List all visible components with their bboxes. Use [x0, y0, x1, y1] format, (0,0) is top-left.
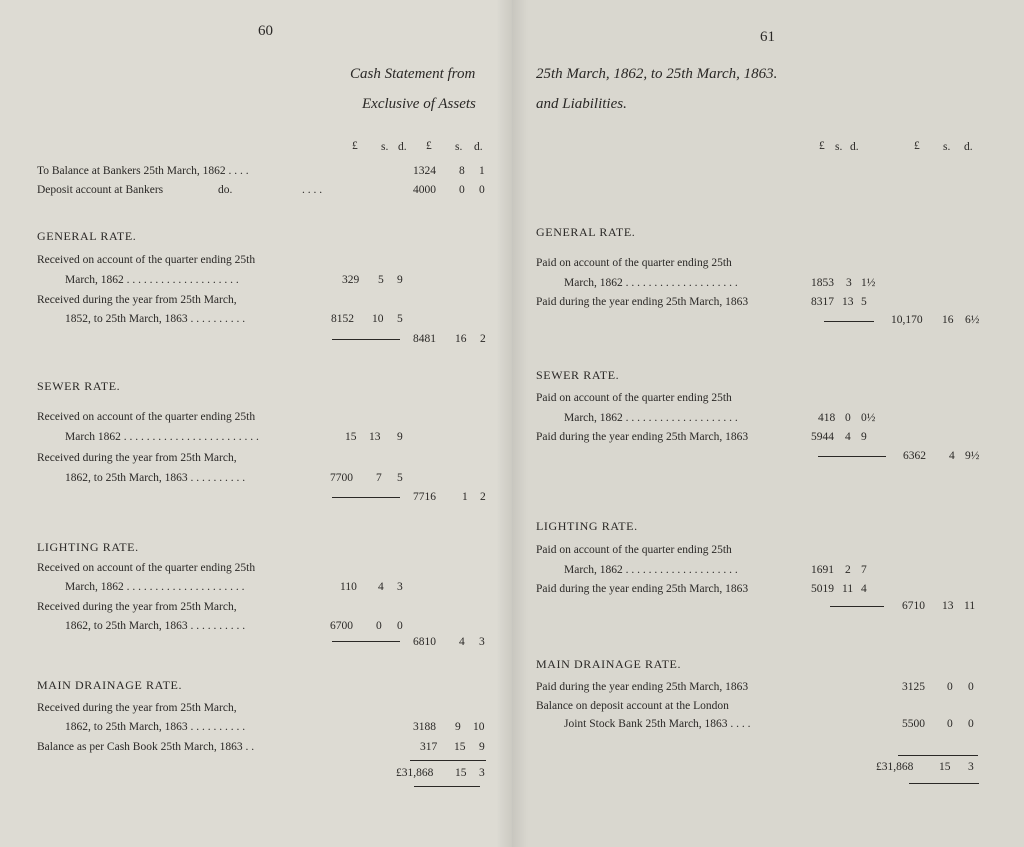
section-heading-general-rate: GENERAL RATE. — [37, 229, 137, 243]
amount-pounds: 418 — [818, 412, 836, 424]
entry-line: 1862, to 25th March, 1863 . . . . . . . . . . — [65, 472, 246, 484]
amount-pence: 3 — [397, 581, 403, 593]
amount-pence: 5 — [397, 472, 403, 484]
amount-pence: 5 — [861, 296, 867, 308]
section-heading-main-drainage-rate: MAIN DRAINAGE RATE. — [536, 657, 682, 671]
col-header-shillings: s. — [835, 141, 843, 153]
entry-line: Paid during the year ending 25th March, 1863 — [536, 681, 749, 693]
section-total-pounds: 6810 — [413, 636, 436, 648]
grand-total-pounds: £31,868 — [876, 761, 914, 773]
entry-line: March, 1862 . . . . . . . . . . . . . . . . . . . . . — [65, 581, 245, 593]
entry-line: Joint Stock Bank 25th March, 1863 . . . . — [564, 718, 751, 730]
section-total-pounds: 6362 — [903, 450, 926, 462]
col-header-shillings-total: s. — [455, 141, 463, 153]
entry-line: Received on account of the quarter ending 25th — [37, 411, 256, 423]
statement-title-part1: Cash Statement from — [350, 66, 476, 82]
section-total-pence: 6½ — [965, 314, 980, 326]
entry-line: March, 1862 . . . . . . . . . . . . . . . . . . . . — [564, 564, 738, 576]
opening-balance-pounds: 1324 — [413, 165, 436, 177]
col-header-pence-total: d. — [474, 141, 483, 153]
section-total-pence: 2 — [480, 491, 486, 503]
section-heading-sewer-rate: SEWER RATE. — [536, 368, 620, 382]
amount-pence: 9 — [479, 741, 485, 753]
section-total-shillings: 16 — [942, 314, 954, 326]
section-total-shillings: 1 — [462, 491, 468, 503]
grand-total-shillings: 15 — [455, 767, 467, 779]
section-total-pounds: 7716 — [413, 491, 436, 503]
amount-shillings: 4 — [845, 431, 851, 443]
opening-balance-label: To Balance at Bankers 25th March, 1862 . . . . — [37, 165, 249, 177]
entry-line: March, 1862 . . . . . . . . . . . . . . . . . . . . — [564, 277, 738, 289]
page-number: 61 — [760, 29, 775, 45]
deposit-account-label: Deposit account at Bankers — [37, 184, 164, 196]
section-total-pence: 11 — [964, 600, 976, 612]
amount-pounds: 3125 — [902, 681, 925, 693]
statement-subtitle-part1: Exclusive of Assets — [362, 96, 476, 112]
grand-total-pounds: £31,868 — [396, 767, 434, 779]
section-heading-sewer-rate: SEWER RATE. — [37, 379, 121, 393]
entry-line: Paid during the year ending 25th March, 1863 — [536, 296, 749, 308]
amount-pounds: 5019 — [811, 583, 834, 595]
amount-pounds: 5500 — [902, 718, 925, 730]
amount-shillings: 2 — [845, 564, 851, 576]
entry-line: Received during the year from 25th March, — [37, 601, 237, 613]
amount-shillings: 0 — [376, 620, 382, 632]
amount-shillings: 11 — [842, 583, 854, 595]
amount-pence: 7 — [861, 564, 867, 576]
amount-pounds: 329 — [342, 274, 360, 286]
col-header-shillings-total: s. — [943, 141, 951, 153]
entry-line: March, 1862 . . . . . . . . . . . . . . . . . . . . — [65, 274, 239, 286]
statement-subtitle-part2: and Liabilities. — [536, 96, 627, 112]
section-total-pounds: 10,170 — [891, 314, 923, 326]
entry-line: March 1862 . . . . . . . . . . . . . . . . . . . . . . . . — [65, 431, 259, 443]
section-heading-lighting-rate: LIGHTING RATE. — [536, 519, 638, 533]
amount-pounds: 15 — [345, 431, 357, 443]
amount-pounds: 1691 — [811, 564, 834, 576]
entry-line: March, 1862 . . . . . . . . . . . . . . . . . . . . — [564, 412, 738, 424]
grand-total-shillings: 15 — [939, 761, 951, 773]
col-header-shillings: s. — [381, 141, 389, 153]
amount-pounds: 3188 — [413, 721, 436, 733]
amount-pounds: 5944 — [811, 431, 834, 443]
section-total-pence: 9½ — [965, 450, 980, 462]
entry-line: 1862, to 25th March, 1863 . . . . . . . . . . — [65, 620, 246, 632]
entry-line: Received on account of the quarter ending 25th — [37, 562, 256, 574]
amount-shillings: 0 — [845, 412, 851, 424]
entry-line: Paid on account of the quarter ending 25th — [536, 544, 732, 556]
amount-shillings: 10 — [372, 313, 384, 325]
subtotal-rule — [830, 606, 884, 607]
entry-line: Received on account of the quarter ending 25th — [37, 254, 256, 266]
amount-shillings: 9 — [455, 721, 461, 733]
subtotal-rule — [332, 641, 400, 642]
section-total-shillings: 4 — [949, 450, 955, 462]
entry-line: Received during the year from 25th March, — [37, 452, 237, 464]
deposit-account-pounds: 4000 — [413, 184, 436, 196]
entry-line: Received during the year from 25th March, — [37, 702, 237, 714]
amount-pounds: 317 — [420, 741, 438, 753]
grand-total-pence: 3 — [479, 767, 485, 779]
amount-pence: 0 — [397, 620, 403, 632]
col-header-pounds-total: £ — [426, 140, 432, 152]
amount-shillings: 15 — [454, 741, 466, 753]
col-header-pounds-total: £ — [914, 140, 920, 152]
grand-total-rule-bottom — [414, 786, 480, 787]
section-heading-general-rate: GENERAL RATE. — [536, 225, 636, 239]
opening-balance-shillings: 8 — [459, 165, 465, 177]
deposit-account-shillings: 0 — [459, 184, 465, 196]
amount-shillings: 7 — [376, 472, 382, 484]
grand-total-rule-bottom — [909, 783, 979, 784]
amount-pounds: 8317 — [811, 296, 834, 308]
entry-line: Balance as per Cash Book 25th March, 1863 . . — [37, 741, 255, 753]
opening-balance-pence: 1 — [479, 165, 485, 177]
right-page — [512, 0, 1024, 847]
subtotal-rule — [332, 497, 400, 498]
amount-shillings: 13 — [842, 296, 854, 308]
deposit-account-dots: . . . . — [302, 184, 323, 196]
amount-pence: 1½ — [861, 277, 876, 289]
section-heading-main-drainage-rate: MAIN DRAINAGE RATE. — [37, 678, 183, 692]
amount-pence: 4 — [861, 583, 867, 595]
amount-shillings: 3 — [846, 277, 852, 289]
entry-line: 1852, to 25th March, 1863 . . . . . . . . . . — [65, 313, 246, 325]
section-total-shillings: 16 — [455, 333, 467, 345]
amount-shillings: 13 — [369, 431, 381, 443]
statement-title-part2: 25th March, 1862, to 25th March, 1863. — [536, 66, 778, 82]
amount-pence: 0½ — [861, 412, 876, 424]
amount-pence: 5 — [397, 313, 403, 325]
deposit-account-pence: 0 — [479, 184, 485, 196]
section-total-pence: 2 — [480, 333, 486, 345]
subtotal-rule — [824, 321, 874, 322]
deposit-account-ditto: do. — [218, 184, 233, 196]
entry-line: 1862, to 25th March, 1863 . . . . . . . . . . — [65, 721, 246, 733]
col-header-pence-total: d. — [964, 141, 973, 153]
amount-pence: 0 — [968, 718, 974, 730]
entry-line: Balance on deposit account at the London — [536, 700, 729, 712]
amount-pounds: 6700 — [330, 620, 353, 632]
amount-pence: 9 — [861, 431, 867, 443]
amount-pence: 9 — [397, 274, 403, 286]
amount-shillings: 5 — [378, 274, 384, 286]
col-header-pence: d. — [398, 141, 407, 153]
grand-total-rule-top — [410, 760, 486, 761]
entry-line: Paid during the year ending 25th March, 1863 — [536, 431, 749, 443]
amount-pence: 0 — [968, 681, 974, 693]
section-total-pounds: 6710 — [902, 600, 925, 612]
amount-pounds: 1853 — [811, 277, 834, 289]
amount-pence: 10 — [473, 721, 485, 733]
amount-pounds: 110 — [340, 581, 357, 593]
grand-total-pence: 3 — [968, 761, 974, 773]
section-total-shillings: 13 — [942, 600, 954, 612]
subtotal-rule — [818, 456, 886, 457]
amount-pence: 9 — [397, 431, 403, 443]
entry-line: Paid on account of the quarter ending 25th — [536, 257, 732, 269]
amount-shillings: 4 — [378, 581, 384, 593]
col-header-pence: d. — [850, 141, 859, 153]
col-header-pounds: £ — [352, 140, 358, 152]
col-header-pounds: £ — [819, 140, 825, 152]
subtotal-rule — [332, 339, 400, 340]
amount-shillings: 0 — [947, 718, 953, 730]
section-total-pence: 3 — [479, 636, 485, 648]
section-total-pounds: 8481 — [413, 333, 436, 345]
entry-line: Paid during the year ending 25th March, 1863 — [536, 583, 749, 595]
amount-pounds: 8152 — [331, 313, 354, 325]
page-number: 60 — [258, 23, 273, 39]
section-total-shillings: 4 — [459, 636, 465, 648]
amount-shillings: 0 — [947, 681, 953, 693]
amount-pounds: 7700 — [330, 472, 353, 484]
entry-line: Paid on account of the quarter ending 25th — [536, 392, 732, 404]
grand-total-rule-top — [898, 755, 978, 756]
section-heading-lighting-rate: LIGHTING RATE. — [37, 540, 139, 554]
entry-line: Received during the year from 25th March, — [37, 294, 237, 306]
